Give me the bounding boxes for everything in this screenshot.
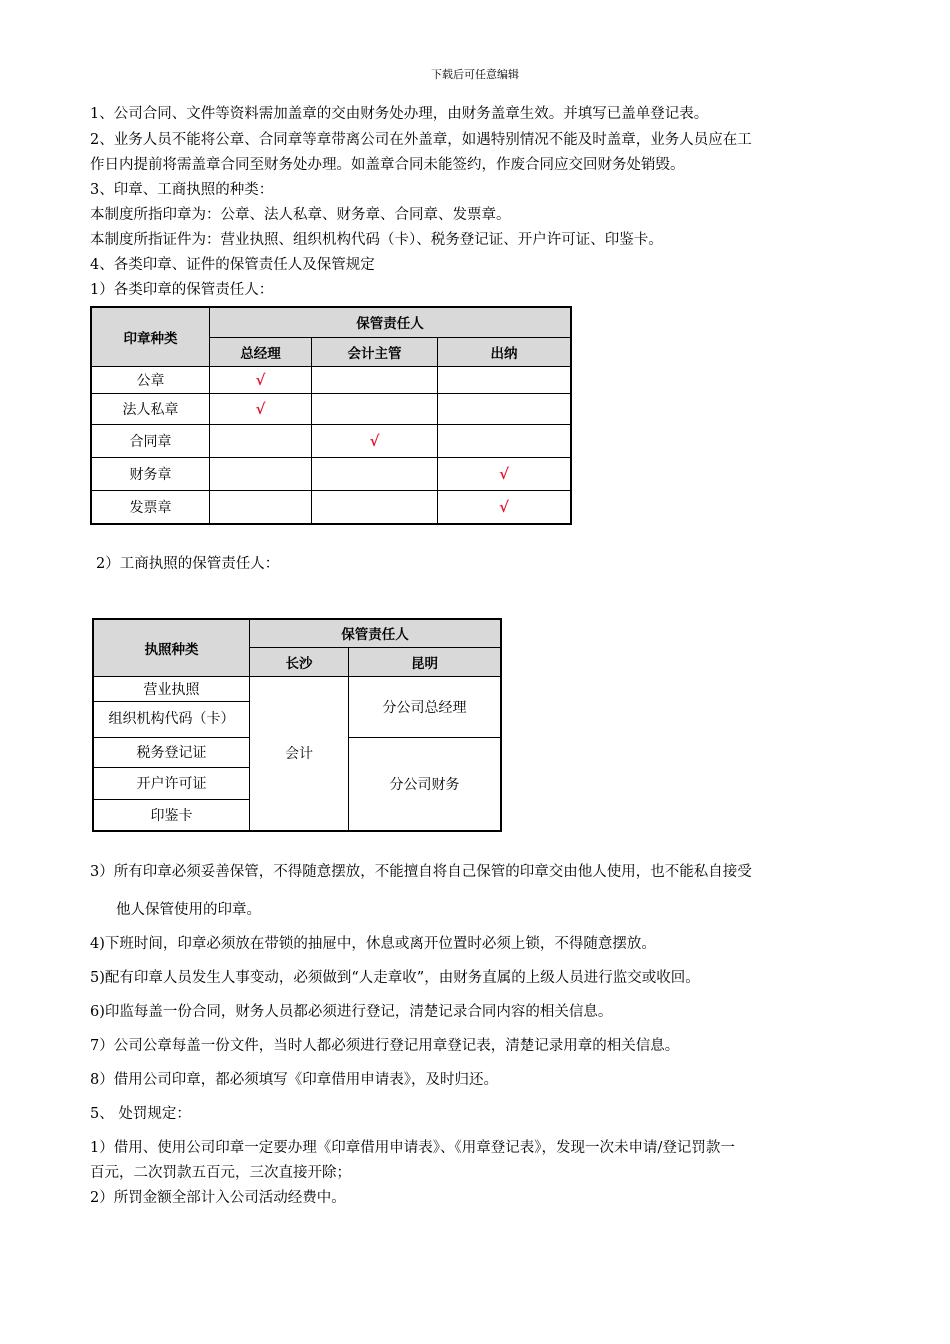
sub-header: 出纳 [438, 337, 572, 366]
row-label: 税务登记证 [93, 737, 250, 767]
paragraph: 1、公司合同、文件等资料需加盖章的交由财务处办理，由财务盖章生效。并填写已盖单登记表。 [90, 106, 709, 122]
row-label: 财务章 [91, 457, 210, 490]
seal-custodian-table [90, 306, 572, 525]
sub-header: 昆明 [349, 647, 502, 676]
paragraph: 2）工商执照的保管责任人： [96, 556, 280, 572]
col-header-license-type: 执照种类 [93, 619, 250, 676]
rule-paragraph: 6)印监每盖一份合同，财务人员都必须进行登记，清楚记录合同内容的相关信息。 [90, 1004, 613, 1020]
table-row [93, 676, 501, 701]
check-cell: √ [438, 457, 572, 490]
table-row [91, 393, 571, 424]
paragraph: 作日内提前将需盖章合同至财务处办理。如盖章合同未能签约，作废合同应交回财务处销毁。 [90, 157, 685, 173]
table-row [91, 457, 571, 490]
section-heading: 5、 处罚规定： [90, 1106, 191, 1122]
row-label: 合同章 [91, 424, 210, 457]
kunming-bottom-cell: 分公司财务 [349, 737, 502, 831]
check-cell [210, 424, 312, 457]
check-cell: √ [312, 424, 438, 457]
row-label: 发票章 [91, 490, 210, 524]
row-label: 组织机构代码（卡） [93, 701, 250, 737]
table-row [91, 490, 571, 524]
rule-paragraph: 3）所有印章必须妥善保管，不得随意摆放，不能擅自将自己保管的印章交由他人使用，也不能私自接受 [90, 864, 752, 880]
check-cell [312, 366, 438, 393]
paragraph: 2、业务人员不能将公章、合同章等章带离公司在外盖章，如遇特别情况不能及时盖章，业务人员应在工 [90, 132, 752, 148]
sub-header: 总经理 [210, 337, 312, 366]
rule-paragraph: 1）借用、使用公司印章一定要办理《印章借用申请表》、《用章登记表》，发现一次未申请/登记罚款一 [90, 1140, 735, 1156]
rule-paragraph: 2）所罚金额全部计入公司活动经费中。 [90, 1190, 346, 1206]
row-label: 法人私章 [91, 393, 210, 424]
check-cell [312, 393, 438, 424]
row-label: 开户许可证 [93, 767, 250, 799]
rule-paragraph: 7）公司公章每盖一份文件，当时人都必须进行登记用章登记表，清楚记录用章的相关信息。 [90, 1038, 680, 1054]
row-label: 印鉴卡 [93, 799, 250, 831]
kunming-top-cell: 分公司总经理 [349, 676, 502, 737]
check-cell [312, 457, 438, 490]
check-cell [438, 366, 572, 393]
col-header-seal-type: 印章种类 [91, 307, 210, 366]
rule-paragraph: 百元，二次罚款五百元，三次直接开除； [90, 1165, 351, 1181]
group-header-custodian: 保管责任人 [250, 619, 502, 647]
license-custodian-table [92, 618, 502, 832]
paragraph: 本制度所指印章为：公章、法人私章、财务章、合同章、发票章。 [90, 207, 511, 223]
check-cell: √ [438, 490, 572, 524]
check-cell [438, 424, 572, 457]
rule-paragraph: 4)下班时间，印章必须放在带锁的抽屉中，休息或离开位置时必须上锁，不得随意摆放。 [90, 936, 656, 952]
group-header-custodian: 保管责任人 [210, 307, 572, 337]
check-cell [210, 490, 312, 524]
paragraph: 1）各类印章的保管责任人： [90, 282, 274, 298]
check-cell: √ [210, 393, 312, 424]
table-row [91, 366, 571, 393]
rule-paragraph: 5)配有印章人员发生人事变动，必须做到“人走章收”，由财务直属的上级人员进行监交或收回。 [90, 970, 700, 986]
row-label: 公章 [91, 366, 210, 393]
check-cell [210, 457, 312, 490]
paragraph: 4、各类印章、证件的保管责任人及保管规定 [90, 257, 375, 273]
row-label: 营业执照 [93, 676, 250, 701]
sub-header: 会计主管 [312, 337, 438, 366]
paragraph: 本制度所指证件为：营业执照、组织机构代码（卡）、税务登记证、开户许可证、印鉴卡。 [90, 232, 663, 248]
sub-header: 长沙 [250, 647, 349, 676]
rule-paragraph: 8）借用公司印章，都必须填写《印章借用申请表》，及时归还。 [90, 1072, 498, 1088]
rule-paragraph: 他人保管使用的印章。 [116, 902, 261, 918]
check-cell [438, 393, 572, 424]
paragraph: 3、印章、工商执照的种类： [90, 182, 274, 198]
page-header: 下载后可任意编辑 [431, 68, 519, 81]
check-cell: √ [210, 366, 312, 393]
check-cell [312, 490, 438, 524]
changsha-cell: 会计 [250, 676, 349, 831]
table-row [91, 424, 571, 457]
